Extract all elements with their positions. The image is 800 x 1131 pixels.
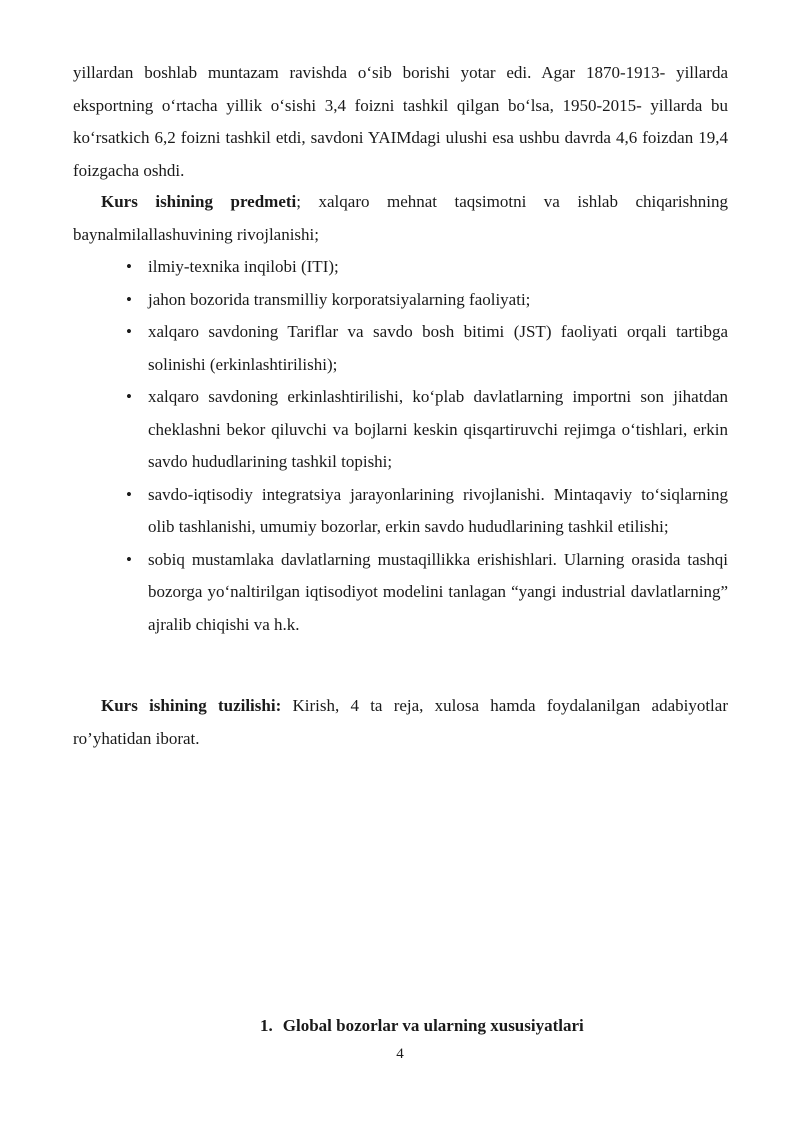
bullet-icon: • — [126, 289, 132, 309]
intro-paragraph: yillardan boshlab muntazam ravishda o‘sib borishi yotar edi. Agar 1870-1913- yillarda eksportning o‘rtacha yillik o‘sishi 3,4 foizni tashkil qilgan bo‘lsa, 1950-2015- yillarda bu ko‘rsatkich 6,2 foizni tashkil etdi, savdoni YAIMdagi ulushi esa ushbu davrda 4,6 foizdan 19,4 foizgacha oshdi. — [73, 63, 728, 180]
list-item — [126, 251, 728, 284]
section-number: 1. — [260, 1016, 273, 1035]
subject-paragraph — [73, 186, 728, 251]
subject-label: Kurs ishining predmeti — [101, 192, 297, 211]
structure-text: Kirish, 4 ta reja, xulosa hamda foydalanilgan adabiyotlar ro’yhatidan iborat. — [73, 696, 728, 748]
structure-label: Kurs ishining tuzilishi: — [101, 696, 282, 715]
list-item-text: jahon bozorida transmilliy korporatsiyalarning faoliyati; — [148, 289, 531, 309]
section-title: Global bozorlar va ularning xususiyatlari — [282, 1016, 584, 1035]
section-heading — [260, 1010, 584, 1042]
structure-paragraph — [73, 690, 728, 755]
list-item-text: savdo-iqtisodiy integratsiya jarayonlarining rivojlanishi. Mintaqaviy to‘siqlarning olib tashlanishi, umumiy bozorlar, erkin savdo hududlarining tashkil etilishi; — [148, 484, 728, 536]
list-item-text: sobiq mustamlaka davlatlarning mustaqillikka erishishlari. Ularning orasida tashqi bozorga yo‘naltirilgan iqtisodiyot modelini tanlagan “yangi industrial davlatlarning” ajralib chiqishi va h.k. — [148, 549, 728, 634]
bullet-list — [0, 251, 800, 641]
bullet-icon: • — [126, 322, 132, 341]
list-item-text: ilmiy-texnika inqilobi (ITI); — [148, 257, 339, 276]
list-item-text: xalqaro savdoning erkinlashtirilishi, ko‘plab davlatlarning importni son jihatdan cheklashni bekor qiluvchi va bojlarni keskin qisqartiruvchi rejimga o‘tishlari, erkin savdo hududlarining tashkil topishi; — [148, 387, 728, 471]
bullet-icon: • — [126, 257, 132, 276]
list-item — [126, 316, 728, 381]
bullet-icon: • — [126, 549, 132, 569]
list-item — [126, 284, 728, 317]
bullet-icon: • — [126, 484, 132, 504]
list-item — [126, 479, 728, 544]
page-number: 4 — [396, 1046, 404, 1062]
list-item-text: xalqaro savdoning Tariflar va savdo bosh bitimi (JST) faoliyati orqali tartibga solinishi (erkinlashtirilishi); — [148, 322, 728, 374]
subject-text: ; xalqaro mehnat taqsimotni va ishlab chiqarishning baynalmilallashuvining rivojlanishi; — [73, 192, 728, 244]
bullet-icon: • — [126, 387, 132, 406]
list-item — [126, 381, 728, 479]
list-item — [126, 544, 728, 642]
